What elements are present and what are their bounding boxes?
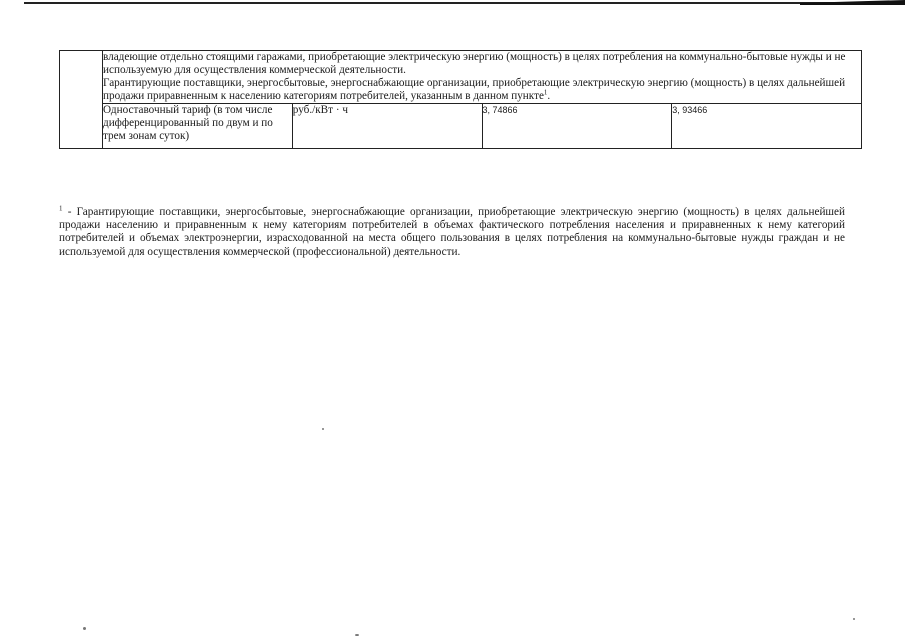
scan-border-line <box>24 2 905 4</box>
tariff-value-2-cell: 3, 93466 <box>672 104 862 149</box>
category-description-2-text: Гарантирующие поставщики, энергосбытовые, энергоснабжающие организации, приобретающие электрическую энергию (мощность) в целях дальнейшей продажи приравненным к населению категориям потребителей, указанным в данном пункте <box>103 77 846 102</box>
category-description-1: владеющие отдельно стоящими гаражами, приобретающие электрическую энергию (мощность) в целях потребления на коммунально-бытовые нужды и не используемую для осуществления коммерческой деятельности. <box>103 51 846 76</box>
unit-cell: руб./кВт · ч <box>292 104 482 149</box>
consumer-category-cell <box>103 51 862 104</box>
tariff-name-cell: Одноставочный тариф (в том числе дифференцированный по двум и по трем зонам суток) <box>103 104 293 149</box>
tariff-table <box>59 50 862 149</box>
footnote-reference: 1 <box>543 88 548 97</box>
scan-speck <box>355 634 359 636</box>
tariff-value-1-cell: 3, 74866 <box>482 104 672 149</box>
row-number-cell <box>60 51 103 149</box>
footnote-text: - Гарантирующие поставщики, энергосбытовые, энергоснабжающие организации, приобретающие электрическую энергию (мощность) в целях дальнейшей продажи населению и приравненным к нему категориям потребителей в объемах фактического потребления населения и приравненных к нему категорий потребителей и объемах электроэнергии, израсходованной на места общего пользования в целях потребления на коммунально-бытовые нужды граждан и не используемой для осуществления коммерческой (профессиональной) деятельности. <box>59 206 845 258</box>
scan-speck <box>322 428 324 430</box>
category-description-2-period: . <box>547 90 551 102</box>
scan-speck <box>83 627 86 630</box>
table-row <box>60 51 862 104</box>
footnote <box>59 206 845 259</box>
footnote-marker: 1 <box>59 204 63 213</box>
scan-speck <box>853 618 855 620</box>
category-description-2 <box>103 77 861 103</box>
table-row <box>60 104 862 149</box>
